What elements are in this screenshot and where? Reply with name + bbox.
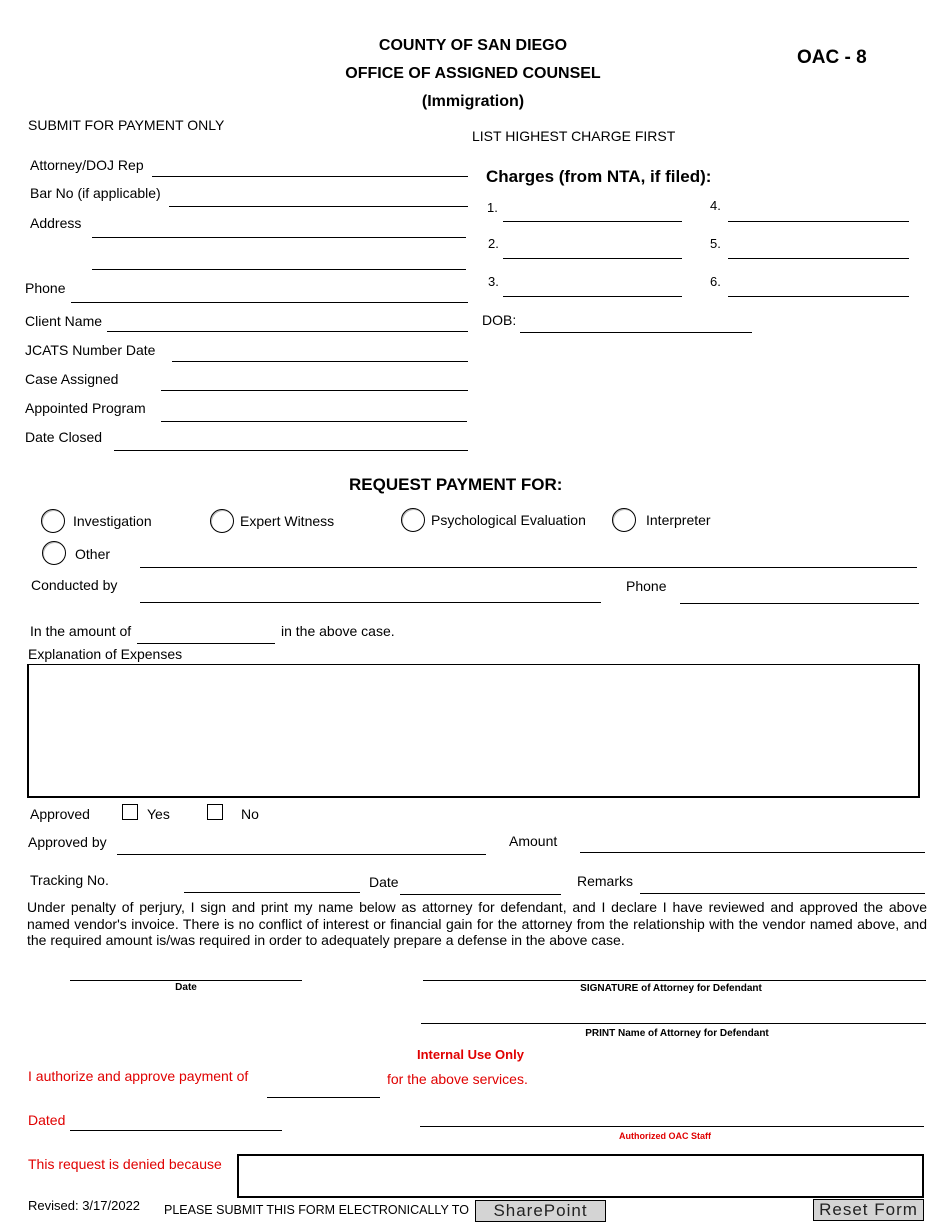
explanation-label: Explanation of Expenses (28, 646, 183, 662)
phone-label: Phone (25, 280, 66, 296)
charge-field-4[interactable] (728, 221, 909, 222)
submit-note: SUBMIT FOR PAYMENT ONLY (28, 117, 225, 133)
appointed-program-label: Appointed Program (25, 400, 146, 416)
denied-label: This request is denied because (28, 1156, 222, 1172)
case-assigned-field[interactable] (161, 390, 468, 391)
conducted-by-field[interactable] (140, 602, 601, 603)
date-closed-field[interactable] (114, 450, 468, 451)
conducted-phone-label: Phone (626, 578, 667, 594)
declaration-text: Under penalty of perjury, I sign and print my name below as attorney for defendant, and I declare I have reviewed and approved the above named vendor's invoice. There is no conflict of interest or financial gain for the attorney from the relationship with the vendor named above, and the required amount is/was required in order to adequately prepare a defense in the above case. (27, 899, 927, 948)
signature-line[interactable] (423, 980, 926, 981)
address-line-1[interactable] (92, 237, 466, 238)
charge-field-2[interactable] (503, 258, 682, 259)
print-name-caption: PRINT Name of Attorney for Defendant (585, 1028, 769, 1039)
charge-number-2: 2. (488, 236, 499, 251)
tracking-date-label: Date (369, 874, 399, 890)
submit-instructions: PLEASE SUBMIT THIS FORM ELECTRONICALLY TO (164, 1203, 469, 1217)
county-title: COUNTY OF SAN DIEGO (378, 37, 568, 54)
dob-field[interactable] (520, 332, 752, 333)
revised-date: Revised: 3/17/2022 (28, 1198, 141, 1213)
amount-prefix: In the amount of (30, 623, 132, 639)
remarks-field[interactable] (640, 893, 925, 894)
dated-field[interactable] (70, 1130, 282, 1131)
approved-no-label: No (241, 806, 259, 822)
approval-amount-label: Amount (509, 833, 558, 849)
charge-field-3[interactable] (503, 296, 682, 297)
explanation-textarea[interactable] (27, 664, 920, 798)
psychological-evaluation-label: Psychological Evaluation (431, 512, 586, 528)
other-field[interactable] (140, 567, 917, 568)
case-assigned-label: Case Assigned (25, 371, 119, 387)
investigation-radio[interactable] (41, 509, 65, 533)
other-label: Other (75, 546, 111, 562)
internal-use-title: Internal Use Only (417, 1047, 524, 1062)
psychological-evaluation-radio[interactable] (401, 508, 425, 532)
reset-form-button[interactable]: Reset Form (813, 1199, 924, 1221)
address-label: Address (30, 215, 82, 231)
approved-by-field[interactable] (117, 854, 486, 855)
client-name-field[interactable] (107, 331, 468, 332)
attorney-field[interactable] (152, 176, 468, 177)
authorize-label: I authorize and approve payment of (28, 1068, 249, 1084)
approved-yes-label: Yes (147, 806, 170, 822)
amount-suffix: in the above case. (281, 623, 395, 639)
appointed-program-field[interactable] (161, 421, 467, 422)
phone-field[interactable] (71, 302, 468, 303)
form-code: OAC - 8 (797, 47, 867, 68)
conducted-phone-field[interactable] (680, 603, 919, 604)
charge-number-3: 3. (488, 274, 499, 289)
investigation-label: Investigation (73, 513, 152, 529)
tracking-field[interactable] (184, 892, 360, 893)
charge-field-5[interactable] (728, 258, 909, 259)
dated-label: Dated (28, 1112, 66, 1128)
amount-field[interactable] (137, 643, 275, 644)
expert-witness-radio[interactable] (210, 509, 234, 533)
tracking-date-field[interactable] (400, 894, 561, 895)
jcats-field[interactable] (172, 361, 468, 362)
bar-no-label: Bar No (if applicable) (30, 185, 161, 201)
signature-date-line[interactable] (70, 980, 302, 981)
interpreter-label: Interpreter (646, 512, 711, 528)
expert-witness-label: Expert Witness (240, 513, 335, 529)
services-label: for the above services. (387, 1071, 528, 1087)
approved-by-label: Approved by (28, 834, 107, 850)
denied-reason-box[interactable] (237, 1154, 924, 1198)
dob-label: DOB: (482, 312, 517, 328)
charge-number-1: 1. (487, 200, 498, 215)
approved-yes-checkbox[interactable] (122, 804, 138, 820)
list-note: LIST HIGHEST CHARGE FIRST (472, 128, 676, 144)
interpreter-radio[interactable] (612, 508, 636, 532)
other-radio[interactable] (42, 541, 66, 565)
attorney-label: Attorney/DOJ Rep (30, 157, 144, 173)
client-name-label: Client Name (25, 313, 103, 329)
tracking-label: Tracking No. (30, 872, 109, 888)
form-subtitle: (Immigration) (421, 93, 525, 110)
authorize-amount-field[interactable] (267, 1097, 380, 1098)
date-closed-label: Date Closed (25, 429, 103, 445)
charges-title: Charges (from NTA, if filed): (486, 167, 712, 186)
remarks-label: Remarks (577, 873, 634, 889)
approval-amount-field[interactable] (580, 852, 925, 853)
charge-field-1[interactable] (503, 221, 682, 222)
charge-number-5: 5. (710, 236, 721, 251)
signature-caption: SIGNATURE of Attorney for Defendant (580, 983, 762, 994)
print-name-line[interactable] (421, 1023, 926, 1024)
conducted-by-label: Conducted by (31, 577, 118, 593)
charge-field-6[interactable] (728, 296, 909, 297)
charge-number-4: 4. (710, 198, 721, 213)
sharepoint-button[interactable]: SharePoint (475, 1200, 606, 1222)
request-title: REQUEST PAYMENT FOR: (349, 475, 563, 494)
jcats-label: JCATS Number Date (25, 342, 156, 358)
approved-no-checkbox[interactable] (207, 804, 223, 820)
charge-number-6: 6. (710, 274, 721, 289)
office-title: OFFICE OF ASSIGNED COUNSEL (345, 65, 601, 82)
address-line-2[interactable] (92, 269, 466, 270)
approved-label: Approved (30, 806, 90, 822)
signature-date-caption: Date (175, 982, 197, 993)
staff-caption: Authorized OAC Staff (619, 1131, 711, 1141)
staff-signature-line[interactable] (420, 1126, 924, 1127)
bar-no-field[interactable] (169, 206, 468, 207)
